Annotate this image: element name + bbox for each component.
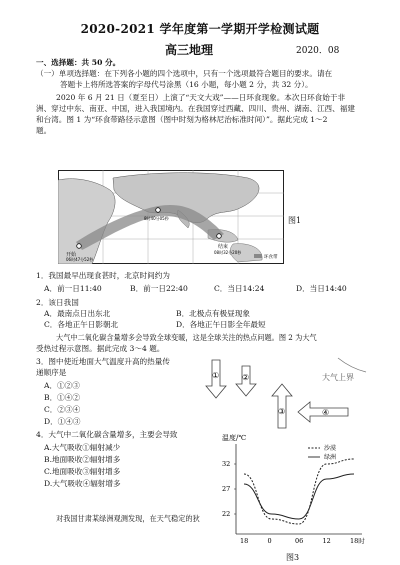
q1-option-c: C．当日14:24 [214,284,265,293]
start-time-label: 06时47分52秒 [66,257,94,262]
marker-1: ① [212,371,220,380]
marker-3: ③ [278,407,286,416]
x-tick-label: 18时 [350,537,365,545]
instruction-line-1: （一）单项选择题：在下列各小题的四个选项中，只有一个选项最符合题目的要求。请在 [36,69,333,78]
q3-option-c: C．②③④ [44,405,81,414]
q3-stem-line-2: 递顺序是 [36,368,67,377]
q1-option-a: A．前一日11:40 [44,284,102,293]
exam-title: 2020-2021 学年度第一学期开学检测试题 [80,22,320,36]
annular-eclipse-map [58,170,284,264]
figure-3-caption: 图3 [286,553,300,562]
q3-option-d: D．①④③ [44,417,81,426]
legend-desert-label: 沙漠 [324,445,337,452]
marker-2: ② [242,373,250,382]
q3-option-a: A．①②③ [44,381,80,390]
q2-option-c: C．各地正午日影朝北 [44,320,119,329]
atmosphere-boundary [338,358,366,372]
series-line-desert [244,459,354,524]
passage-line-4: 题。 [36,126,52,135]
q4-option-a: A.大气吸收①辐射减少 [44,443,121,452]
y-tick-label: 22 [222,510,231,518]
start-point-marker [77,244,82,249]
y-tick-label: 32 [222,460,231,468]
series-line-oasis [244,474,354,519]
figure-1-caption: 图1 [288,216,302,225]
legend-label: 环食带 [264,255,278,260]
q3-option-b: B．①④② [44,393,80,402]
q3-stem-line-1: 3．图中使近地面大气温度升高的热量传 [36,357,170,366]
legend-swatch [254,254,262,258]
passage-line-1: 2020 年 6 月 21 日（夏至日）上演了“天文大戏”——日环食现象。本次日环食始于非 [56,93,346,102]
q1-stem: 1．我国最早出现食甚时，北京时间约为 [36,271,170,280]
start-label: 开始 [66,252,77,258]
y-tick-label: 27 [222,485,231,493]
x-tick-label: 18 [240,537,249,545]
q1-option-b: B．前一日22:40 [130,284,188,293]
end-label: 结束 [218,244,229,250]
x-tick-label: 0 [267,537,272,545]
passage-line-3: 和台湾。图 1 为“环食带路径示意图（图中时刻为格林尼治标准时间）”。据此完成 1～2 [36,115,328,124]
x-tick-label: 12 [322,537,331,545]
mid-time-label: 8时40分05秒 [144,216,169,221]
instruction-line-2: 答题卡上将所选答案的字母代号涂黑（16 小题，每小题 2 分，共 32 分）。 [60,80,313,89]
q1-option-d: D．当日14:40 [296,284,347,293]
q2-option-a: A．最南点日出东北 [44,309,111,318]
q2-stem: 2．该日我国 [36,298,79,307]
q2-option-b: B．北极点有极昼现象 [176,309,250,318]
q2-option-d: D．各地正午日影全年最短 [176,320,266,329]
q4-option-d: D.大气吸收④辐射增多 [44,479,121,488]
atmosphere-top-label: 大气上界 [322,373,354,382]
y-axis-label: 温度/℃ [222,434,247,442]
temperature-chart [218,430,368,550]
q4-option-b: B.地面吸收②辐射增多 [44,455,121,464]
passage2-line-2: 受热过程示意图。据此完成 3～4 题。 [36,344,165,353]
atmosphere-heating-diagram [198,356,370,430]
end-time-label: 08时32分20秒 [214,250,242,255]
exam-date: 2020．08 [296,46,340,56]
x-tick-label: 06 [295,537,304,545]
marker-4: ④ [322,408,330,417]
mid-point-marker [156,208,161,213]
passage2-line-1: 大气中二氧化碳含量增多会导致全球变暖，这是全球关注的热点问题。图 2 为大气 [56,333,317,342]
exam-subtitle: 高三地理 [165,43,214,57]
section-heading: 一、选择题：共 50 分。 [36,58,121,67]
legend-oasis-label: 绿洲 [324,454,337,461]
end-point-marker [217,234,222,239]
q4-option-c: C.地面吸收③辐射增多 [44,467,121,476]
arrow-3 [272,384,292,428]
q4-stem: 4．大气中二氧化碳含量增多，主要会导致 [36,430,178,439]
passage3-line-1: 对我国甘肃某绿洲观测发现，在天气稳定的狄 [56,514,200,523]
passage-line-2: 洲、穿过中东、南亚、中国，进入我国境内。在我国穿过西藏、四川、贵州、湖南、江西、福建 [36,104,355,113]
